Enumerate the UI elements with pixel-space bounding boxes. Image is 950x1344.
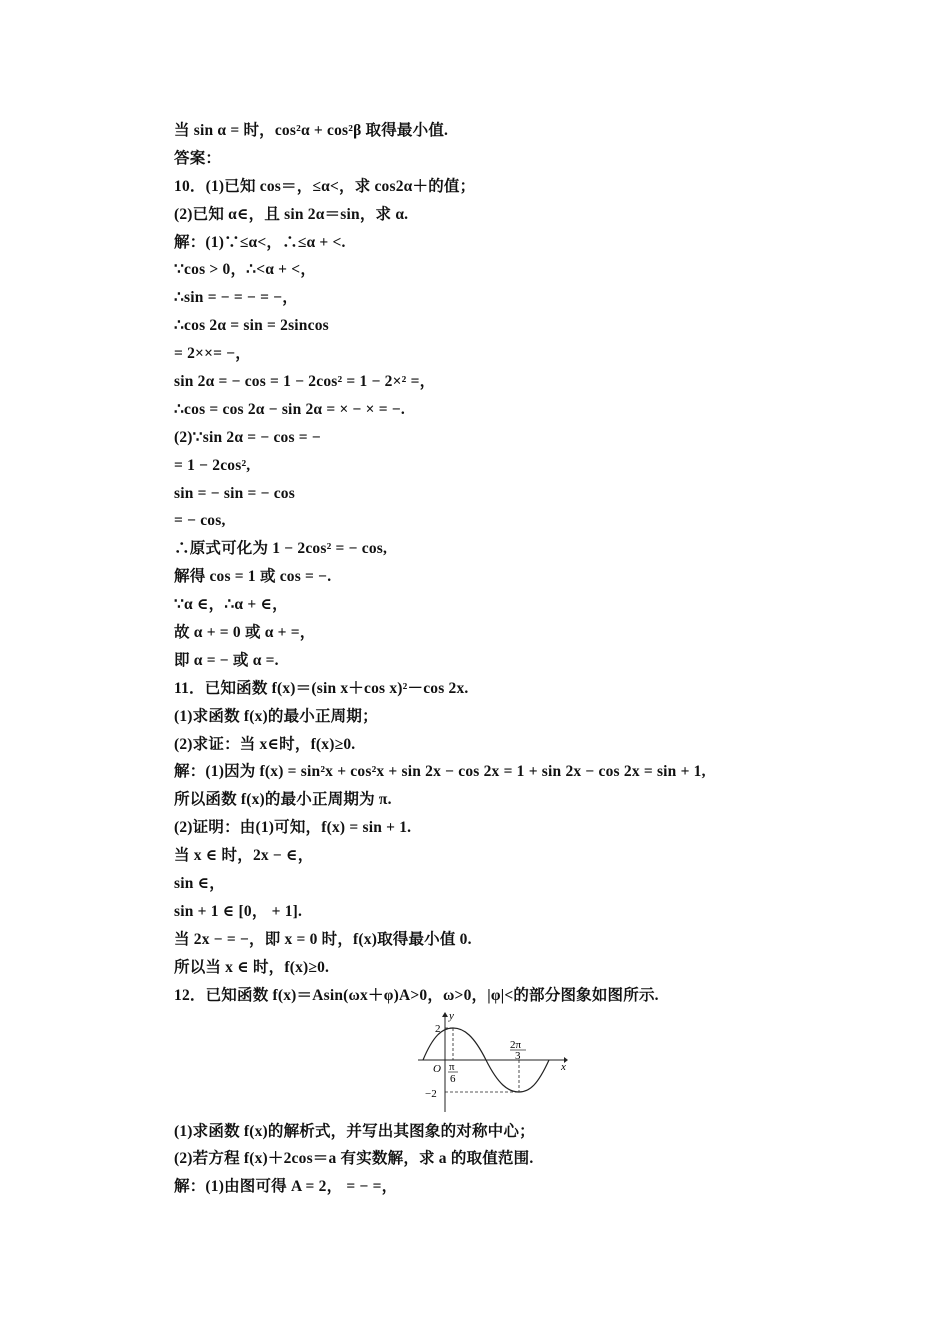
- text-line-7: ∴cos 2α = sin = 2sincos: [174, 317, 329, 335]
- sine-graph: [418, 1012, 568, 1114]
- text-line-19: 即 α = − 或 α =.: [174, 651, 279, 669]
- y-axis-label: y: [449, 1011, 454, 1022]
- text-line-16: 解得 cos = 1 或 cos = −.: [174, 568, 332, 586]
- y-top-label: 2: [435, 1022, 441, 1035]
- text-line-13: sin = − sin = − cos: [174, 484, 295, 502]
- sine-graph-figure: [174, 1010, 814, 1118]
- text-line-25: (2)证明：由(1)可知，f(x) = sin + 1.: [174, 819, 412, 837]
- text-after-figure: [174, 1118, 814, 1202]
- text-line-2: 10．(1)已知 cos＝，≤α<，求 cos2α＋的值；: [174, 177, 476, 195]
- document-body: [174, 117, 814, 1201]
- text-line-after-2: 解：(1)由图可得 A = 2， = − =，: [174, 1178, 398, 1196]
- text-line-8: = 2××= −，: [174, 345, 251, 363]
- text-line-3: (2)已知 α∈，且 sin 2α＝sin，求 α.: [174, 205, 409, 223]
- origin-label: O: [433, 1062, 441, 1075]
- text-line-9: sin 2α = − cos = 1 − 2cos² = 1 − 2×² =，: [174, 373, 436, 391]
- y-bottom-label: −2: [425, 1087, 437, 1100]
- text-line-5: ∵cos > 0，∴<α + <，: [174, 261, 317, 279]
- text-line-24: 所以函数 f(x)的最小正周期为 π.: [174, 791, 392, 809]
- text-line-30: 所以当 x ∈ 时，f(x)≥0.: [174, 958, 330, 976]
- text-line-21: (1)求函数 f(x)的最小正周期；: [174, 707, 378, 725]
- text-line-4: 解：(1)∵≤α<，∴≤α + <.: [174, 233, 346, 251]
- text-line-after-0: (1)求函数 f(x)的解析式，并写出其图象的对称中心；: [174, 1122, 535, 1140]
- twopi3-denominator: 3: [515, 1049, 521, 1062]
- pi6-numerator: π: [449, 1060, 455, 1073]
- text-line-27: sin ∈，: [174, 875, 226, 893]
- text-line-6: ∴sin = − = − = −，: [174, 289, 298, 307]
- text-line-22: (2)求证：当 x∈时，f(x)≥0.: [174, 735, 356, 753]
- text-line-17: ∵α ∈，∴α + ∈，: [174, 596, 288, 614]
- text-line-26: 当 x ∈ 时，2x − ∈，: [174, 847, 314, 865]
- text-line-18: 故 α + = 0 或 α + =，: [174, 624, 316, 642]
- text-line-1: 答案：: [174, 149, 222, 167]
- text-line-10: ∴cos = cos 2α − sin 2α = × − × = −.: [174, 400, 405, 418]
- text-line-29: 当 2x − = −，即 x = 0 时，f(x)取得最小值 0.: [174, 930, 472, 948]
- text-line-14: = − cos,: [174, 512, 226, 530]
- text-line-12: = 1 − 2cos²,: [174, 456, 251, 474]
- twopi3-numerator: 2π: [510, 1038, 522, 1051]
- text-line-20: 11．已知函数 f(x)＝(sin x＋cos x)²－cos 2x.: [174, 679, 469, 697]
- text-line-0: 当 sin α = 时，cos²α + cos²β 取得最小值.: [174, 122, 449, 139]
- text-line-after-1: (2)若方程 f(x)＋2cos＝a 有实数解，求 a 的取值范围.: [174, 1150, 534, 1168]
- text-before-figure: [174, 117, 814, 1010]
- pi6-denominator: 6: [450, 1072, 456, 1085]
- text-line-28: sin + 1 ∈ [0， + 1].: [174, 902, 303, 920]
- text-line-15: ∴原式可化为 1 − 2cos² = − cos,: [174, 540, 388, 558]
- text-line-11: (2)∵sin 2α = − cos = −: [174, 428, 321, 446]
- text-line-23: 解：(1)因为 f(x) = sin²x + cos²x + sin 2x − cos 2x = 1 + sin 2x − cos 2x = sin + 1,: [174, 763, 706, 781]
- y-axis-arrow: [442, 1012, 448, 1017]
- text-line-31: 12．已知函数 f(x)＝Asin(ωx＋φ)A>0，ω>0，|φ|<的部分图象如图所示.: [174, 986, 659, 1004]
- x-axis-label: x: [561, 1060, 566, 1073]
